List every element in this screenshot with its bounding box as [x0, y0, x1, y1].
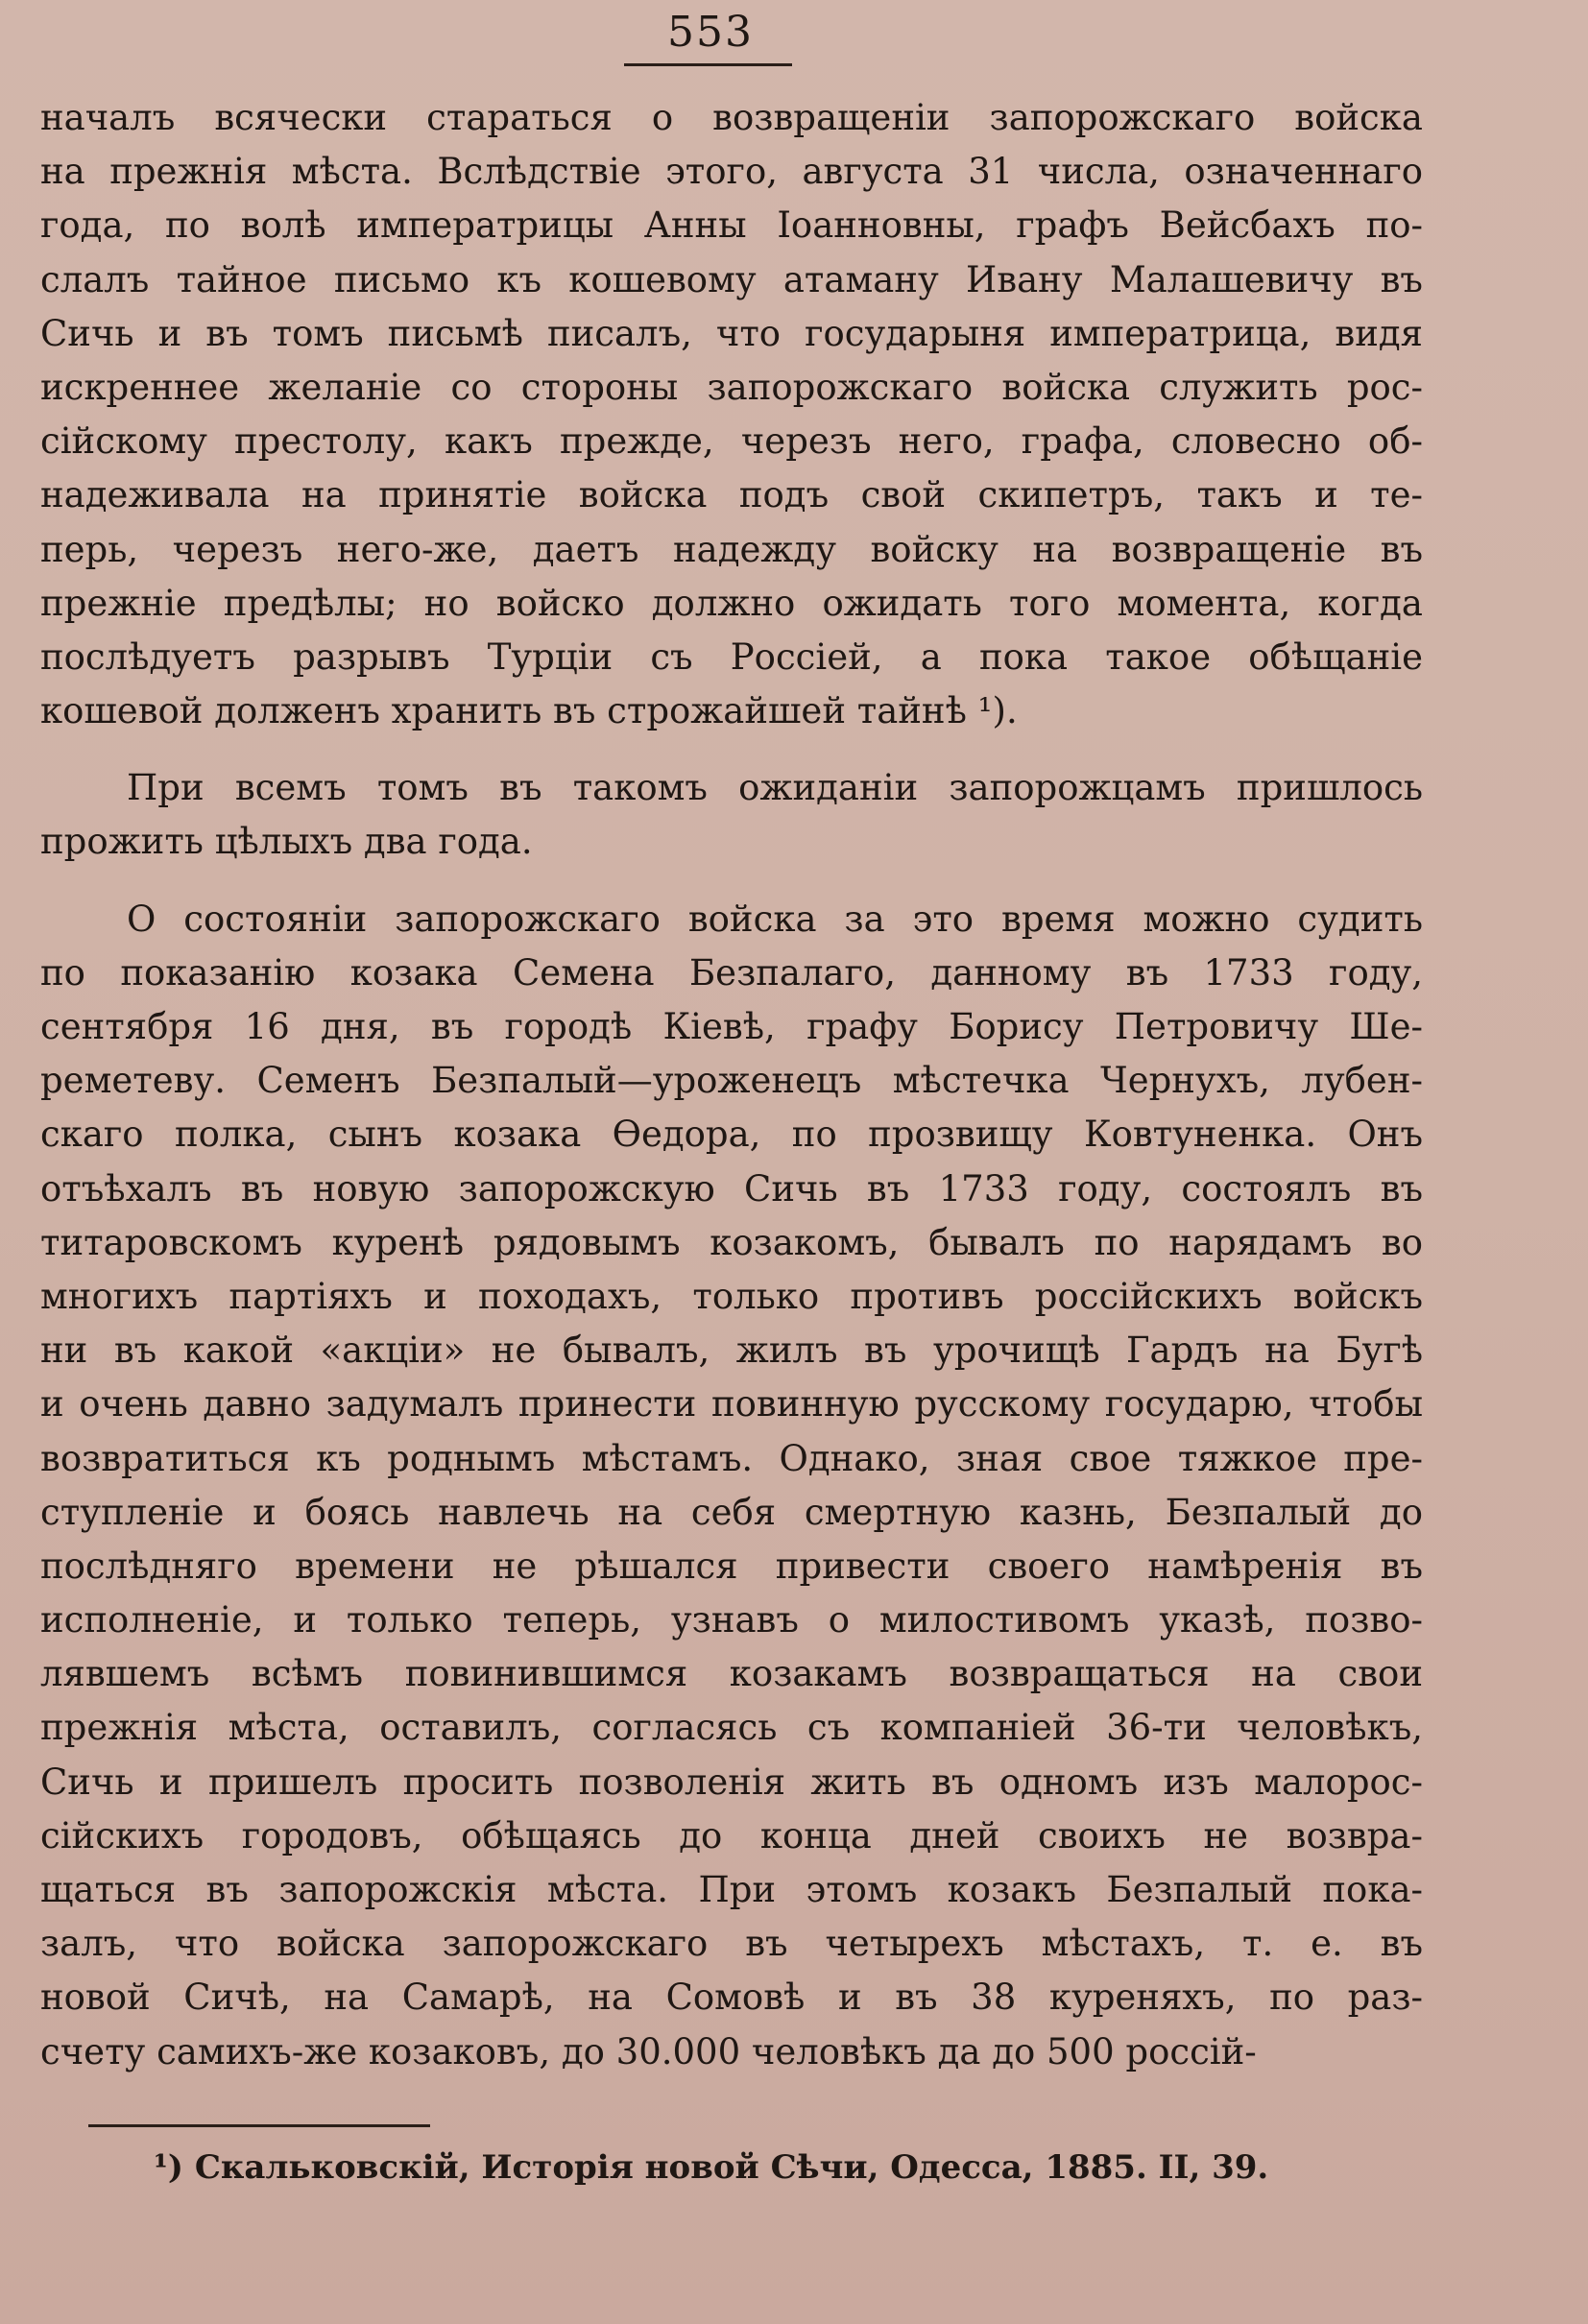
- text-line: Сичь и въ томъ письмѣ писалъ, что государыня императрица, видя: [40, 312, 1423, 354]
- text-line: прежніе предѣлы; но войско должно ожидать того момента, когда: [40, 582, 1423, 624]
- paragraph-gap: [40, 738, 1423, 761]
- text-line: многихъ партіяхъ и походахъ, только противъ россійскихъ войскъ: [40, 1275, 1424, 1317]
- text-line: залъ, что войска запорожскаго въ четырехъ мѣстахъ, т. е. въ: [40, 1923, 1424, 1965]
- text-line: прожить цѣлыхъ два года.: [40, 821, 533, 863]
- text-line: О состояніи запорожскаго войска за это время можно судить: [127, 898, 1423, 940]
- text-line: началъ всячески стараться о возвращеніи запорожскаго войска: [40, 97, 1423, 138]
- text-line: кошевой долженъ хранить въ строжайшей тайнѣ ¹).: [40, 690, 1018, 732]
- text-line: сійскихъ городовъ, обѣщаясь до конца дней своихъ не возвра-: [40, 1814, 1423, 1857]
- header-rule: [624, 63, 792, 66]
- text-line: послѣдуетъ разрывъ Турціи съ Россіей, а пока такое обѣщаніе: [40, 635, 1423, 678]
- page-number: 553: [667, 8, 754, 57]
- text-line: сентября 16 дня, въ городѣ Кіевѣ, графу Борису Петровичу Ше-: [40, 1006, 1424, 1047]
- text-line: скаго полка, сынъ козака Ѳедора, по прозвищу Ковтуненка. Онъ: [40, 1114, 1423, 1156]
- paragraph-gap: [40, 870, 1423, 893]
- text-line: ни въ какой «акціи» не бывалъ, жилъ въ урочищѣ Гардъ на Бугѣ: [40, 1330, 1424, 1372]
- text-line: по показанію козака Семена Безпалаго, данному въ 1733 году,: [40, 951, 1424, 994]
- text-line: отъѣхалъ въ новую запорожскую Сичь въ 1733 году, состоялъ въ: [40, 1167, 1423, 1210]
- text-line: реметеву. Семенъ Безпалый—уроженецъ мѣстечка Чернухъ, лубен-: [40, 1060, 1423, 1102]
- text-line: При всемъ томъ въ такомъ ожиданіи запорожцамъ пришлось: [127, 767, 1423, 809]
- text-line: слалъ тайное письмо къ кошевому атаману Ивану Малашевичу въ: [40, 258, 1423, 300]
- footnote: ¹) Скальковскій, Исторія новой Сѣчи, Одесса, 1885. II, 39.: [154, 2148, 1269, 2187]
- text-line: послѣдняго времени не рѣшался привести своего намѣренія въ: [40, 1545, 1424, 1587]
- text-line: искреннее желаніе со стороны запорожскаго войска служить рос-: [40, 366, 1424, 408]
- text-line: счету самихъ-же козаковъ, до 30.000 человѣкъ да до 500 россій-: [40, 2030, 1257, 2072]
- text-line: сійскому престолу, какъ прежде, черезъ него, графа, словесно об-: [40, 420, 1423, 463]
- text-line: и очень давно задумалъ принести повинную русскому государю, чтобы: [40, 1383, 1424, 1426]
- text-line: прежнія мѣста, оставилъ, согласясь съ компаніей 36-ти человѣкъ,: [40, 1707, 1423, 1749]
- body-text: [40, 91, 1423, 2079]
- text-line: перь, черезъ него-же, даетъ надежду войску на возвращеніе въ: [40, 528, 1423, 570]
- footnote-rule: [88, 2124, 430, 2127]
- text-line: щаться въ запорожскія мѣста. При этомъ козакъ Безпалый пока-: [40, 1869, 1424, 1910]
- text-line: на прежнія мѣста. Вслѣдствіе этого, августа 31 числа, означеннаго: [40, 151, 1423, 193]
- text-line: года, по волѣ императрицы Анны Іоанновны, графъ Вейсбахъ по-: [40, 204, 1424, 247]
- text-line: лявшемъ всѣмъ повинившимся козакамъ возвращаться на свои: [40, 1653, 1423, 1695]
- text-line: надеживала на принятіе войска подъ свой скипетръ, такъ и те-: [40, 474, 1424, 516]
- text-line: титаровскомъ куренѣ рядовымъ козакомъ, бывалъ по нарядамъ во: [40, 1221, 1424, 1263]
- text-line: возвратиться къ роднымъ мѣстамъ. Однако, зная свое тяжкое пре-: [40, 1437, 1423, 1479]
- text-line: исполненіе, и только теперь, узнавъ о милостивомъ указѣ, позво-: [40, 1599, 1423, 1641]
- text-line: Сичь и пришелъ просить позволенія жить въ одномъ изъ малорос-: [40, 1761, 1424, 1803]
- text-line: новой Сичѣ, на Самарѣ, на Сомовѣ и въ 38 куреняхъ, по раз-: [40, 1977, 1424, 2019]
- text-line: ступленіе и боясь навлечь на себя смертную казнь, Безпалый до: [40, 1491, 1423, 1533]
